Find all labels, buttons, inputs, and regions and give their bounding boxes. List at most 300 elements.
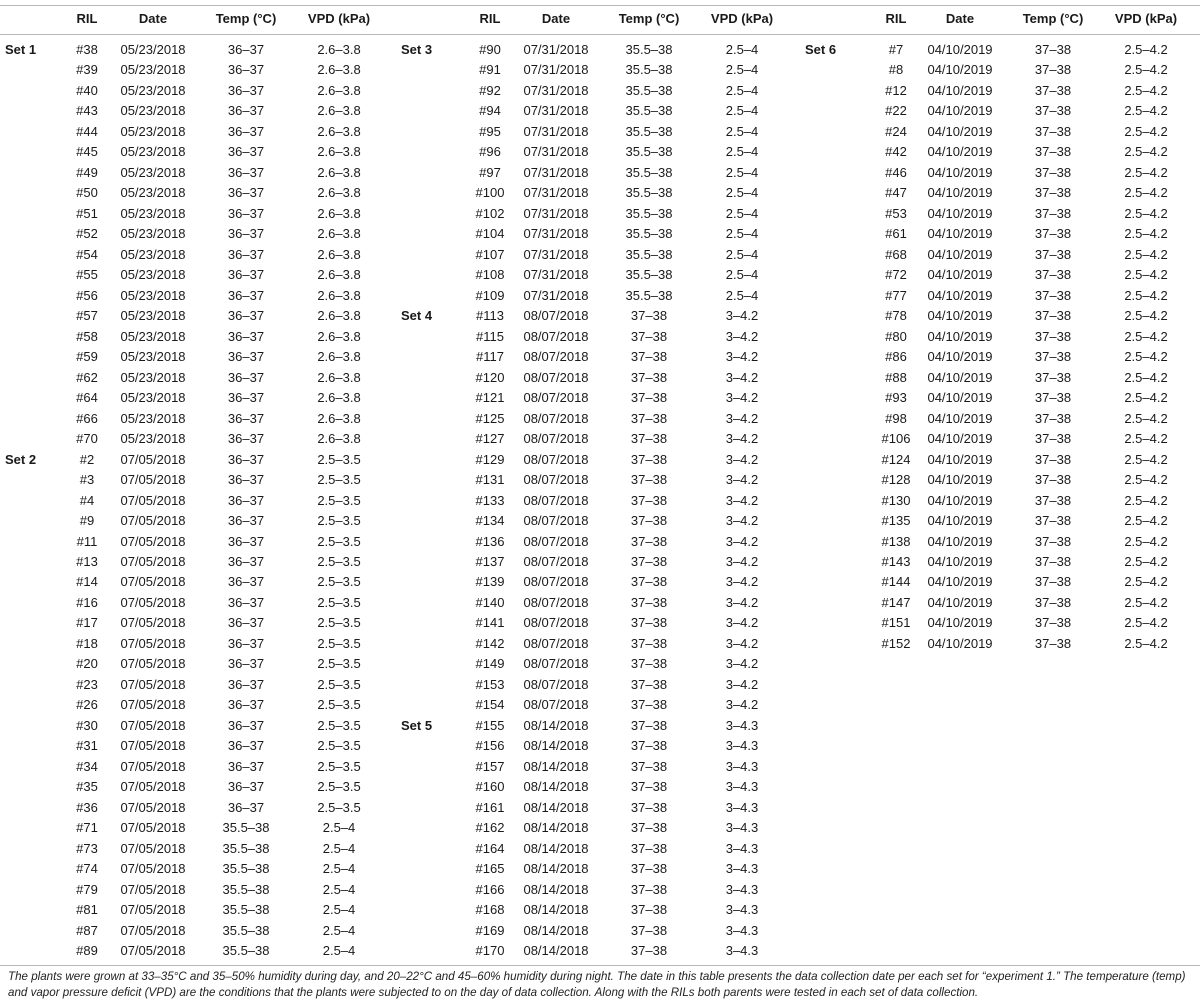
ril-cell: #141 (475, 615, 505, 630)
vpd-cell: 2.5–3.5 (317, 656, 361, 671)
ril-cell: #81 (76, 902, 98, 917)
temp-cell: 37–38 (1034, 247, 1072, 262)
date-cell: 05/23/2018 (120, 62, 186, 77)
vpd-cell: 2.6–3.8 (317, 185, 361, 200)
date-cell: 04/10/2019 (927, 62, 993, 77)
date-cell: 08/14/2018 (523, 943, 589, 958)
date-cell: 04/10/2019 (927, 103, 993, 118)
ril-cell: #152 (881, 636, 911, 651)
vpd-cell: 2.5–4.2 (1124, 267, 1168, 282)
vpd-cell: 2.5–3.5 (317, 800, 361, 815)
vpd-cell: 3–4.2 (725, 370, 759, 385)
date-cell: 07/31/2018 (523, 165, 589, 180)
vpd-cell: 3–4.3 (725, 738, 759, 753)
vpd-cell: 2.5–4 (725, 42, 759, 57)
ril-cell: #74 (76, 861, 98, 876)
ril-cell: #160 (475, 779, 505, 794)
column-header-ril: RIL (76, 11, 98, 26)
ril-cell: #108 (475, 267, 505, 282)
date-cell: 08/07/2018 (523, 472, 589, 487)
ril-cell: #104 (475, 226, 505, 241)
temp-cell: 36–37 (227, 554, 265, 569)
ril-cell: #54 (76, 247, 98, 262)
date-cell: 07/05/2018 (120, 800, 186, 815)
date-cell: 07/05/2018 (120, 574, 186, 589)
temp-cell: 37–38 (630, 697, 668, 712)
vpd-cell: 3–4.2 (725, 595, 759, 610)
temp-cell: 37–38 (1034, 472, 1072, 487)
temp-cell: 37–38 (1034, 349, 1072, 364)
date-cell: 08/07/2018 (523, 697, 589, 712)
ril-cell: #142 (475, 636, 505, 651)
temp-cell: 36–37 (227, 370, 265, 385)
vpd-cell: 2.6–3.8 (317, 288, 361, 303)
date-cell: 08/14/2018 (523, 800, 589, 815)
date-cell: 07/05/2018 (120, 697, 186, 712)
temp-cell: 37–38 (630, 349, 668, 364)
ril-cell: #155 (475, 718, 505, 733)
vpd-cell: 3–4.2 (725, 677, 759, 692)
date-cell: 05/23/2018 (120, 329, 186, 344)
temp-cell: 37–38 (1034, 185, 1072, 200)
date-cell: 07/31/2018 (523, 226, 589, 241)
temp-cell: 36–37 (227, 534, 265, 549)
temp-cell: 35.5–38 (625, 103, 673, 118)
date-cell: 05/23/2018 (120, 165, 186, 180)
ril-cell: #90 (479, 42, 501, 57)
vpd-cell: 2.5–4.2 (1124, 636, 1168, 651)
ril-cell: #106 (881, 431, 911, 446)
ril-cell: #39 (76, 62, 98, 77)
ril-cell: #52 (76, 226, 98, 241)
ril-cell: #49 (76, 165, 98, 180)
temp-cell: 37–38 (630, 329, 668, 344)
temp-cell: 36–37 (227, 718, 265, 733)
temp-cell: 36–37 (227, 288, 265, 303)
temp-cell: 35.5–38 (222, 841, 270, 856)
date-cell: 05/23/2018 (120, 42, 186, 57)
vpd-cell: 2.6–3.8 (317, 431, 361, 446)
temp-cell: 36–37 (227, 431, 265, 446)
vpd-cell: 2.6–3.8 (317, 206, 361, 221)
date-cell: 07/05/2018 (120, 820, 186, 835)
ril-cell: #17 (76, 615, 98, 630)
temp-cell: 37–38 (630, 472, 668, 487)
temp-cell: 37–38 (1034, 574, 1072, 589)
vpd-cell: 2.5–4 (725, 83, 759, 98)
ril-cell: #58 (76, 329, 98, 344)
date-cell: 04/10/2019 (927, 574, 993, 589)
ril-cell: #166 (475, 882, 505, 897)
temp-cell: 37–38 (630, 861, 668, 876)
ril-cell: #127 (475, 431, 505, 446)
ril-cell: #7 (888, 42, 904, 57)
ril-cell: #164 (475, 841, 505, 856)
vpd-cell: 2.5–4 (725, 165, 759, 180)
temp-cell: 37–38 (1034, 615, 1072, 630)
temp-cell: 37–38 (630, 308, 668, 323)
ril-cell: #170 (475, 943, 505, 958)
date-cell: 07/05/2018 (120, 636, 186, 651)
temp-cell: 37–38 (630, 493, 668, 508)
ril-cell: #68 (885, 247, 907, 262)
date-cell: 07/05/2018 (120, 595, 186, 610)
date-cell: 08/07/2018 (523, 329, 589, 344)
ril-cell: #12 (885, 83, 907, 98)
temp-cell: 36–37 (227, 83, 265, 98)
vpd-cell: 2.5–4.2 (1124, 329, 1168, 344)
ril-cell: #45 (76, 144, 98, 159)
vpd-cell: 2.5–4.2 (1124, 83, 1168, 98)
vpd-cell: 2.5–4.2 (1124, 103, 1168, 118)
ril-cell: #53 (885, 206, 907, 221)
vpd-cell: 2.5–4 (725, 144, 759, 159)
ril-cell: #143 (881, 554, 911, 569)
date-cell: 04/10/2019 (927, 185, 993, 200)
ril-cell: #44 (76, 124, 98, 139)
temp-cell: 36–37 (227, 165, 265, 180)
temp-cell: 36–37 (227, 144, 265, 159)
temp-cell: 37–38 (1034, 165, 1072, 180)
vpd-cell: 3–4.3 (725, 943, 759, 958)
date-cell: 05/23/2018 (120, 226, 186, 241)
vpd-cell: 2.5–4 (725, 226, 759, 241)
date-cell: 08/14/2018 (523, 820, 589, 835)
vpd-cell: 2.5–4.2 (1124, 513, 1168, 528)
date-cell: 05/23/2018 (120, 206, 186, 221)
column-header-date: Date (945, 11, 975, 26)
date-cell: 07/05/2018 (120, 534, 186, 549)
ril-cell: #11 (76, 534, 98, 549)
vpd-cell: 2.5–3.5 (317, 493, 361, 508)
ril-cell: #86 (885, 349, 907, 364)
vpd-cell: 2.5–3.5 (317, 452, 361, 467)
ril-cell: #64 (76, 390, 98, 405)
vpd-cell: 2.5–4.2 (1124, 185, 1168, 200)
ril-cell: #92 (479, 83, 501, 98)
vpd-cell: 2.5–3.5 (317, 534, 361, 549)
vpd-cell: 3–4.2 (725, 554, 759, 569)
vpd-cell: 2.5–4.2 (1124, 62, 1168, 77)
date-cell: 08/14/2018 (523, 738, 589, 753)
vpd-cell: 3–4.2 (725, 656, 759, 671)
ril-cell: #14 (76, 574, 98, 589)
temp-cell: 36–37 (227, 615, 265, 630)
date-cell: 07/05/2018 (120, 472, 186, 487)
temp-cell: 36–37 (227, 595, 265, 610)
vpd-cell: 2.6–3.8 (317, 267, 361, 282)
vpd-cell: 2.5–4.2 (1124, 349, 1168, 364)
vpd-cell: 2.5–4.2 (1124, 390, 1168, 405)
date-cell: 08/07/2018 (523, 656, 589, 671)
vpd-cell: 2.5–4 (322, 902, 356, 917)
temp-cell: 35.5–38 (222, 943, 270, 958)
ril-cell: #56 (76, 288, 98, 303)
temp-cell: 36–37 (227, 513, 265, 528)
ril-cell: #24 (885, 124, 907, 139)
date-cell: 07/05/2018 (120, 718, 186, 733)
vpd-cell: 2.5–4.2 (1124, 144, 1168, 159)
vpd-cell: 3–4.2 (725, 513, 759, 528)
temp-cell: 36–37 (227, 103, 265, 118)
temp-cell: 36–37 (227, 390, 265, 405)
date-cell: 07/05/2018 (120, 738, 186, 753)
temp-cell: 36–37 (227, 800, 265, 815)
vpd-cell: 2.5–4 (322, 861, 356, 876)
column-header-ril: RIL (885, 11, 907, 26)
ril-cell: #149 (475, 656, 505, 671)
ril-cell: #138 (881, 534, 911, 549)
vpd-cell: 2.6–3.8 (317, 144, 361, 159)
temp-cell: 37–38 (1034, 288, 1072, 303)
temp-cell: 36–37 (227, 411, 265, 426)
ril-cell: #109 (475, 288, 505, 303)
date-cell: 05/23/2018 (120, 308, 186, 323)
temp-cell: 37–38 (1034, 226, 1072, 241)
temp-cell: 36–37 (227, 349, 265, 364)
temp-cell: 36–37 (227, 226, 265, 241)
table-top-rule (0, 5, 1200, 6)
date-cell: 05/23/2018 (120, 267, 186, 282)
vpd-cell: 2.5–4.2 (1124, 595, 1168, 610)
ril-cell: #95 (479, 124, 501, 139)
temp-cell: 37–38 (630, 902, 668, 917)
ril-cell: #169 (475, 923, 505, 938)
vpd-cell: 2.5–4 (322, 820, 356, 835)
date-cell: 07/31/2018 (523, 103, 589, 118)
date-cell: 08/07/2018 (523, 636, 589, 651)
date-cell: 07/05/2018 (120, 882, 186, 897)
vpd-cell: 2.5–4.2 (1124, 574, 1168, 589)
temp-cell: 37–38 (630, 452, 668, 467)
vpd-cell: 2.5–4.2 (1124, 472, 1168, 487)
date-cell: 08/07/2018 (523, 615, 589, 630)
ril-cell: #40 (76, 83, 98, 98)
vpd-cell: 2.5–4.2 (1124, 206, 1168, 221)
ril-cell: #102 (475, 206, 505, 221)
ril-cell: #22 (885, 103, 907, 118)
temp-cell: 37–38 (630, 738, 668, 753)
temp-cell: 36–37 (227, 779, 265, 794)
date-cell: 08/14/2018 (523, 902, 589, 917)
ril-cell: #34 (76, 759, 98, 774)
temp-cell: 35.5–38 (625, 206, 673, 221)
vpd-cell: 2.5–4 (322, 882, 356, 897)
vpd-cell: 2.5–3.5 (317, 738, 361, 753)
date-cell: 08/07/2018 (523, 431, 589, 446)
ril-cell: #130 (881, 493, 911, 508)
vpd-cell: 3–4.3 (725, 779, 759, 794)
date-cell: 04/10/2019 (927, 42, 993, 57)
date-cell: 07/31/2018 (523, 185, 589, 200)
temp-cell: 35.5–38 (222, 923, 270, 938)
ril-cell: #72 (885, 267, 907, 282)
temp-cell: 37–38 (1034, 267, 1072, 282)
temp-cell: 37–38 (1034, 83, 1072, 98)
ril-cell: #57 (76, 308, 98, 323)
ril-cell: #133 (475, 493, 505, 508)
ril-cell: #129 (475, 452, 505, 467)
ril-cell: #31 (76, 738, 98, 753)
date-cell: 07/05/2018 (120, 452, 186, 467)
temp-cell: 37–38 (630, 554, 668, 569)
ril-cell: #137 (475, 554, 505, 569)
date-cell: 04/10/2019 (927, 513, 993, 528)
date-cell: 04/10/2019 (927, 615, 993, 630)
vpd-cell: 3–4.2 (725, 534, 759, 549)
ril-cell: #151 (881, 615, 911, 630)
temp-cell: 36–37 (227, 185, 265, 200)
temp-cell: 35.5–38 (222, 902, 270, 917)
date-cell: 08/14/2018 (523, 759, 589, 774)
temp-cell: 36–37 (227, 636, 265, 651)
vpd-cell: 2.6–3.8 (317, 390, 361, 405)
temp-cell: 37–38 (1034, 411, 1072, 426)
ril-cell: #135 (881, 513, 911, 528)
date-cell: 07/31/2018 (523, 62, 589, 77)
temp-cell: 37–38 (1034, 206, 1072, 221)
date-cell: 04/10/2019 (927, 370, 993, 385)
date-cell: 07/05/2018 (120, 861, 186, 876)
vpd-cell: 3–4.2 (725, 431, 759, 446)
date-cell: 04/10/2019 (927, 144, 993, 159)
temp-cell: 37–38 (630, 411, 668, 426)
ril-cell: #62 (76, 370, 98, 385)
temp-cell: 37–38 (630, 882, 668, 897)
vpd-cell: 2.5–4.2 (1124, 493, 1168, 508)
ril-cell: #153 (475, 677, 505, 692)
column-header-temp: Temp (°C) (618, 11, 680, 26)
temp-cell: 35.5–38 (625, 226, 673, 241)
vpd-cell: 2.5–4 (725, 247, 759, 262)
vpd-cell: 2.5–4 (725, 267, 759, 282)
temp-cell: 37–38 (1034, 452, 1072, 467)
vpd-cell: 3–4.2 (725, 697, 759, 712)
set-label: Set 6 (805, 42, 837, 57)
date-cell: 08/07/2018 (523, 411, 589, 426)
column-header-temp: Temp (°C) (1022, 11, 1084, 26)
date-cell: 08/07/2018 (523, 595, 589, 610)
ril-cell: #156 (475, 738, 505, 753)
temp-cell: 37–38 (1034, 124, 1072, 139)
date-cell: 04/10/2019 (927, 452, 993, 467)
temp-cell: 35.5–38 (222, 820, 270, 835)
date-cell: 04/10/2019 (927, 636, 993, 651)
vpd-cell: 2.6–3.8 (317, 62, 361, 77)
date-cell: 08/07/2018 (523, 452, 589, 467)
ril-cell: #16 (76, 595, 98, 610)
date-cell: 05/23/2018 (120, 288, 186, 303)
vpd-cell: 3–4.3 (725, 923, 759, 938)
date-cell: 07/05/2018 (120, 841, 186, 856)
ril-cell: #36 (76, 800, 98, 815)
ril-cell: #18 (76, 636, 98, 651)
date-cell: 05/23/2018 (120, 411, 186, 426)
temp-cell: 37–38 (630, 431, 668, 446)
date-cell: 05/23/2018 (120, 124, 186, 139)
vpd-cell: 2.5–4 (725, 185, 759, 200)
vpd-cell: 2.5–4.2 (1124, 452, 1168, 467)
vpd-cell: 2.5–4.2 (1124, 308, 1168, 323)
temp-cell: 37–38 (630, 574, 668, 589)
table-bottom-rule (0, 965, 1200, 966)
vpd-cell: 2.5–4 (725, 206, 759, 221)
vpd-cell: 2.5–3.5 (317, 759, 361, 774)
date-cell: 08/07/2018 (523, 308, 589, 323)
date-cell: 04/10/2019 (927, 390, 993, 405)
vpd-cell: 2.6–3.8 (317, 411, 361, 426)
ril-cell: #26 (76, 697, 98, 712)
ril-cell: #139 (475, 574, 505, 589)
ril-cell: #61 (885, 226, 907, 241)
vpd-cell: 3–4.2 (725, 472, 759, 487)
vpd-cell: 2.5–4.2 (1124, 411, 1168, 426)
date-cell: 05/23/2018 (120, 370, 186, 385)
vpd-cell: 2.6–3.8 (317, 42, 361, 57)
date-cell: 04/10/2019 (927, 288, 993, 303)
ril-cell: #134 (475, 513, 505, 528)
set-label: Set 4 (401, 308, 433, 323)
date-cell: 07/05/2018 (120, 923, 186, 938)
vpd-cell: 3–4.3 (725, 861, 759, 876)
vpd-cell: 3–4.2 (725, 411, 759, 426)
ril-cell: #115 (476, 329, 504, 344)
temp-cell: 37–38 (630, 841, 668, 856)
temp-cell: 36–37 (227, 247, 265, 262)
ril-cell: #42 (885, 144, 907, 159)
vpd-cell: 2.6–3.8 (317, 247, 361, 262)
temp-cell: 36–37 (227, 759, 265, 774)
temp-cell: 36–37 (227, 42, 265, 57)
date-cell: 05/23/2018 (120, 83, 186, 98)
date-cell: 05/23/2018 (120, 144, 186, 159)
ril-cell: #79 (76, 882, 98, 897)
temp-cell: 37–38 (630, 943, 668, 958)
ril-cell: #35 (76, 779, 98, 794)
vpd-cell: 3–4.2 (725, 349, 759, 364)
date-cell: 07/05/2018 (120, 615, 186, 630)
vpd-cell: 2.5–4.2 (1124, 165, 1168, 180)
vpd-cell: 2.5–3.5 (317, 779, 361, 794)
column-header-date: Date (541, 11, 571, 26)
date-cell: 04/10/2019 (927, 534, 993, 549)
date-cell: 07/05/2018 (120, 943, 186, 958)
date-cell: 08/14/2018 (523, 779, 589, 794)
ril-cell: #70 (76, 431, 98, 446)
vpd-cell: 2.5–4.2 (1124, 615, 1168, 630)
ril-cell: #131 (475, 472, 505, 487)
vpd-cell: 2.5–3.5 (317, 677, 361, 692)
ril-cell: #51 (76, 206, 98, 221)
ril-cell: #59 (76, 349, 98, 364)
vpd-cell: 2.5–3.5 (317, 718, 361, 733)
ril-cell: #66 (76, 411, 98, 426)
vpd-cell: 3–4.2 (725, 390, 759, 405)
ril-cell: #128 (881, 472, 911, 487)
ril-cell: #136 (475, 534, 505, 549)
temp-cell: 35.5–38 (625, 185, 673, 200)
column-header-vpd: VPD (kPa) (307, 11, 371, 26)
set-label: Set 3 (401, 42, 433, 57)
date-cell: 07/31/2018 (523, 288, 589, 303)
temp-cell: 37–38 (1034, 493, 1072, 508)
date-cell: 04/10/2019 (927, 595, 993, 610)
ril-cell: #121 (475, 390, 505, 405)
date-cell: 04/10/2019 (927, 349, 993, 364)
temp-cell: 35.5–38 (625, 42, 673, 57)
set-label: Set 2 (5, 452, 37, 467)
date-cell: 04/10/2019 (927, 226, 993, 241)
